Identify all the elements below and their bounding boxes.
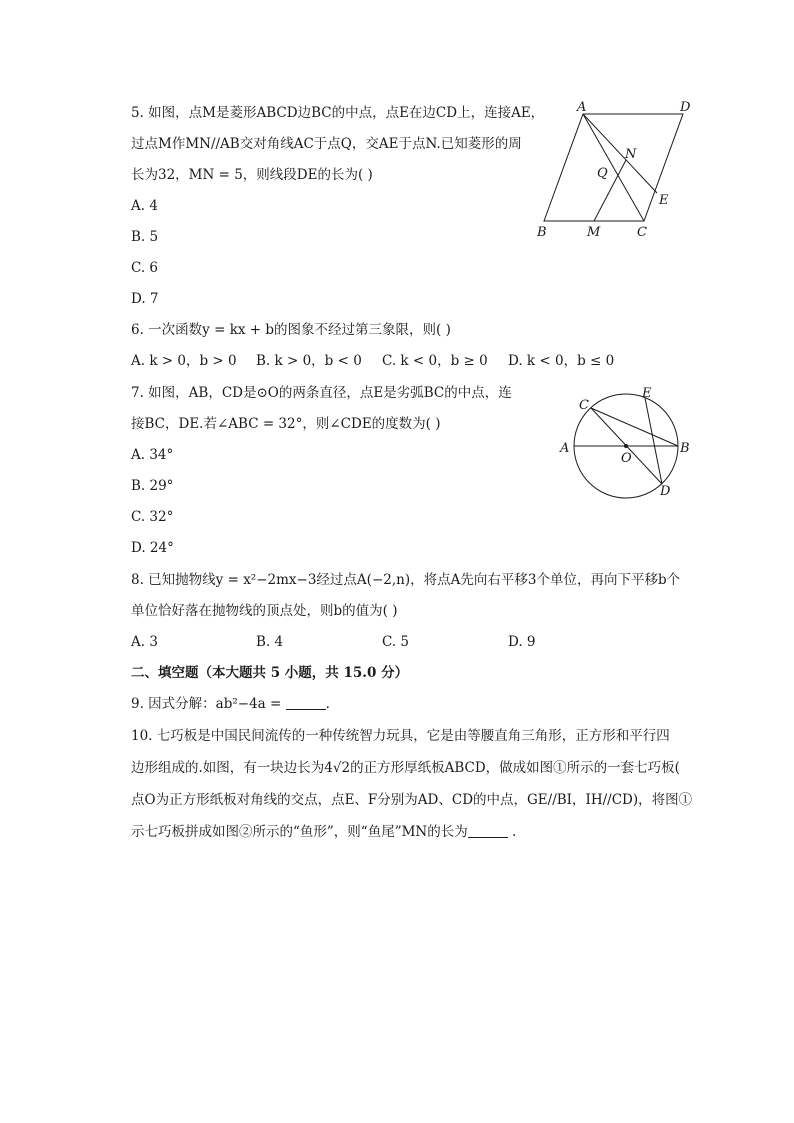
q10-line4-text: 示七巧板拼成如图②所示的“鱼形”，则“鱼尾”MN的长为: [131, 824, 468, 840]
label-a: A: [560, 441, 570, 456]
label-d: D: [680, 100, 691, 115]
q6-option-d: D. k < 0，b ≤ 0: [508, 353, 615, 369]
q9-end: .: [325, 696, 330, 712]
q8-option-a: A. 3: [131, 634, 158, 650]
q5-rhombus-figure: [530, 100, 710, 245]
label-c: C: [637, 225, 647, 240]
segment-ae: [583, 114, 657, 193]
q10-line3: 点O为正方形纸板对角线的交点，点E、F分别为AD、CD的中点，GE//BI，IH//CD)，将图①: [131, 792, 693, 808]
label-d: D: [660, 484, 671, 499]
label-q: Q: [597, 166, 608, 181]
label-b: B: [680, 441, 690, 456]
label-n: N: [625, 147, 637, 162]
q10-answer-blank[interactable]: [468, 823, 508, 838]
q10-line2: 边形组成的.如图，有一块边长为4√2的正方形厚纸板ABCD，做成如图①所示的一套七巧板(: [131, 760, 680, 776]
label-e: E: [642, 386, 652, 401]
q10-line4: [131, 823, 516, 841]
q9-text: 9. 因式分解：ab²−4a =: [131, 696, 286, 712]
center-dot-o: [624, 444, 628, 448]
label-e: E: [659, 193, 669, 208]
q5-option-c: C. 6: [131, 260, 159, 276]
label-b: B: [537, 225, 547, 240]
label-o: O: [621, 451, 632, 466]
q8-line1: 8. 已知抛物线y = x²−2mx−3经过点A(−2,n)，将点A先向右平移3个单位，再向下平移b个: [131, 572, 681, 588]
q7-option-d: D. 24°: [131, 540, 174, 556]
q6-line1: 6. 一次函数y = kx + b的图象不经过第三象限，则( ): [131, 322, 451, 338]
label-c: C: [579, 398, 589, 413]
chord-de: [645, 398, 662, 484]
q8-line2: 单位恰好落在抛物线的顶点处，则b的值为( ): [131, 603, 398, 619]
q7-line2: 接BC，DE.若∠ABC = 32°，则∠CDE的度数为( ): [131, 416, 441, 432]
q5-option-b: B. 5: [131, 229, 159, 245]
q8-option-b: B. 4: [256, 634, 284, 650]
q5-line2: 过点M作MN//AB交对角线AC于点Q，交AE于点N.已知菱形的周: [131, 136, 522, 152]
label-m: M: [587, 225, 601, 240]
q5-option-a: A. 4: [131, 198, 158, 214]
q6-option-a: A. k > 0，b > 0: [131, 353, 237, 369]
q9-line: [131, 695, 330, 713]
label-a: A: [577, 100, 587, 115]
q7-option-c: C. 32°: [131, 509, 174, 525]
q6-option-c: C. k < 0，b ≥ 0: [382, 353, 488, 369]
q8-option-c: C. 5: [382, 634, 410, 650]
q10-end: .: [507, 824, 517, 840]
chord-bc: [591, 408, 678, 446]
q5-option-d: D. 7: [131, 291, 159, 307]
q10-line1: 10. 七巧板是中国民间流传的一种传统智力玩具，它是由等腰直角三角形，正方形和平行四: [131, 728, 670, 744]
q7-circle-figure: [556, 384, 696, 506]
q7-line1: 7. 如图，AB，CD是⊙O的两条直径，点E是劣弧BC的中点，连: [131, 385, 512, 401]
q5-line1: 5. 如图，点M是菱形ABCD边BC的中点，点E在边CD上，连接AE，: [131, 105, 545, 121]
section-2-heading: 二、填空题（本大题共 5 小题，共 15.0 分）: [131, 665, 409, 681]
q5-line3: 长为32，MN = 5，则线段DE的长为( ): [131, 167, 373, 183]
q7-option-b: B. 29°: [131, 478, 174, 494]
q9-answer-blank[interactable]: [286, 695, 326, 710]
q7-option-a: A. 34°: [131, 447, 174, 463]
q8-option-d: D. 9: [508, 634, 536, 650]
q6-option-b: B. k > 0，b < 0: [256, 353, 362, 369]
diagonal-ac: [583, 114, 644, 221]
